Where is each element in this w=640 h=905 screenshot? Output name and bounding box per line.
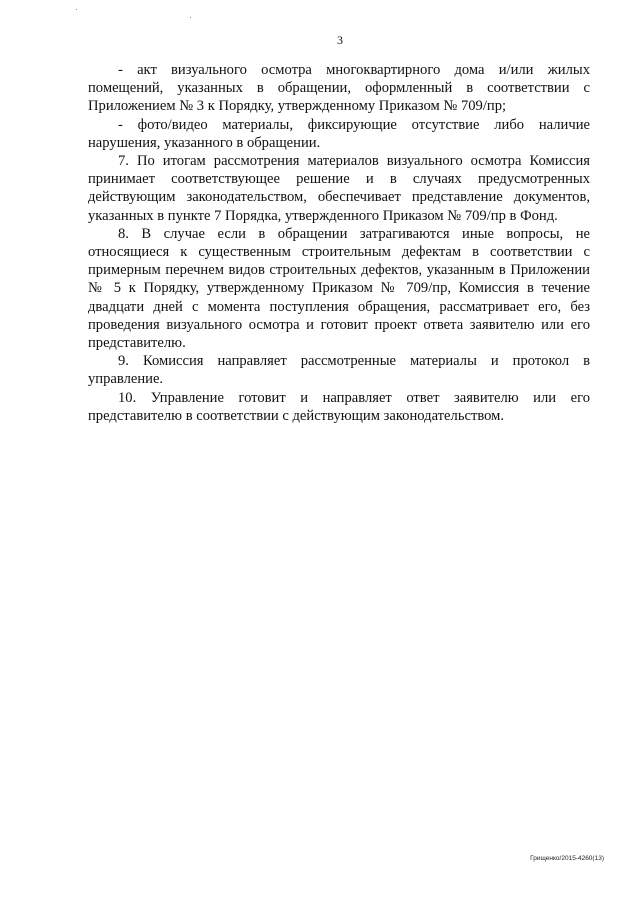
paragraph-item-7: 7. По итогам рассмотрения материалов визуального осмотра Комиссия принимает соответствующее решение и в случаях предусмотренных действующим законодательством, обеспечивает представление документов, указанных в пункте 7 Порядка, утвержденного Приказом № 709/пр в Фонд. [88, 153, 590, 224]
paragraph-item-8: 8. В случае если в обращении затрагиваются иные вопросы, не относящиеся к существенным строительным дефектам в соответствии с примерным перечнем видов строительных дефектов, указанным в Приложении № 5 к Порядку, утвержденному Приказом № 709/пр, Комиссия в течение двадцати дней с момента поступления обращения, рассматривает его, без проведения визуального осмотра и готовит проект ответа заявителю или его представителю. [88, 225, 590, 352]
page-number: 3 [337, 33, 343, 47]
document-footer-code: Грищенко/2015-4260(13) [530, 855, 604, 862]
paragraph-act-inspection: - акт визуального осмотра многоквартирного дома и/или жилых помещений, указанных в обращении, оформленный в соответствии с Приложением № 3 к Порядку, утвержденному Приказом № 709/пр; [88, 62, 590, 115]
paragraph-item-9: 9. Комиссия направляет рассмотренные материалы и протокол в управление. [88, 353, 590, 388]
paragraph-photo-video: - фото/видео материалы, фиксирующие отсутствие либо наличие нарушения, указанного в обращении. [88, 116, 590, 151]
document-body [88, 61, 590, 425]
scan-speck [76, 9, 77, 10]
scan-speck [190, 17, 191, 18]
paragraph-item-10: 10. Управление готовит и направляет ответ заявителю или его представителю в соответствии с действующим законодательством. [88, 389, 590, 424]
